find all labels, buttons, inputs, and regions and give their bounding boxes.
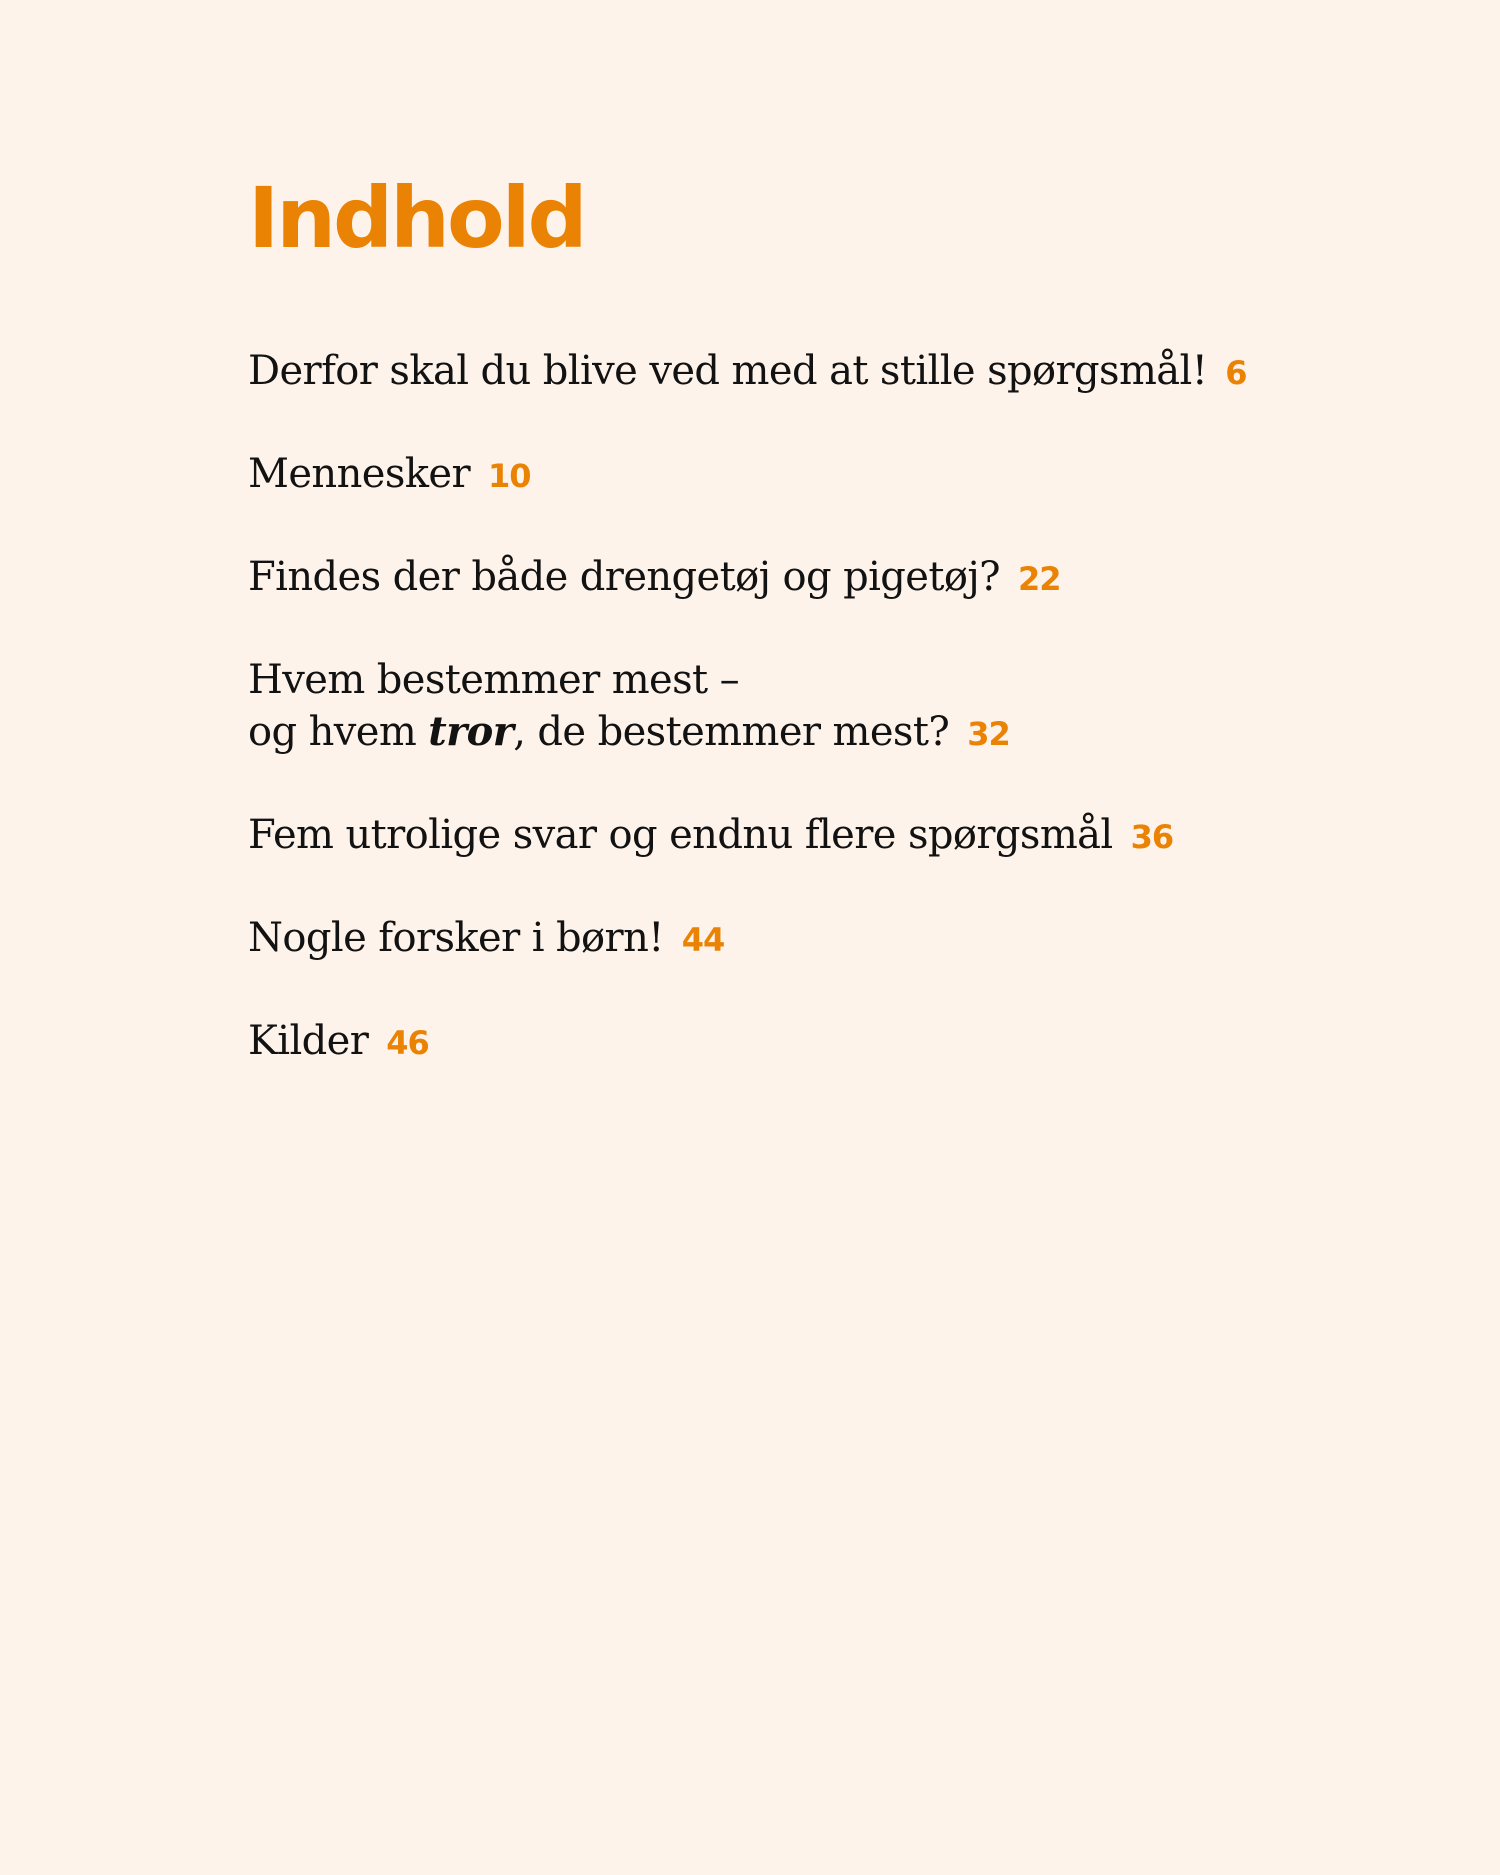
toc-page-number: 32 [967, 715, 1010, 753]
toc-entry-title: Mennesker [248, 451, 470, 497]
toc-entry[interactable] [248, 912, 1448, 966]
toc-entry-title-line-2 [248, 706, 1448, 760]
toc-entry[interactable] [248, 654, 1448, 760]
toc-entry[interactable] [248, 448, 1448, 502]
toc-entry-title: Derfor skal du blive ved med at stille spørgsmål! [248, 348, 1208, 394]
toc-entry-title: Findes der både drengetøj og pigetøj? [248, 554, 1000, 600]
toc-entry[interactable] [248, 345, 1448, 399]
toc-entry-title: Fem utrolige svar og endnu flere spørgsmål [248, 812, 1113, 858]
toc-page-number: 36 [1130, 818, 1174, 856]
toc-entry-title-line-1: Hvem bestemmer mest – [248, 657, 740, 703]
toc-entry[interactable] [248, 809, 1448, 863]
toc-page-number: 46 [386, 1024, 429, 1062]
toc-entry[interactable] [248, 551, 1448, 605]
toc-page-number: 10 [487, 457, 531, 495]
toc-list [248, 345, 1448, 1118]
toc-entry-title: Kilder [248, 1018, 369, 1064]
toc-entry-text: og hvem [248, 709, 429, 755]
toc-page-number: 44 [681, 921, 725, 959]
toc-page-number: 22 [1017, 560, 1061, 598]
toc-entry-text: , de bestemmer mest? [513, 709, 950, 755]
toc-entry-title: Nogle forsker i børn! [248, 915, 664, 961]
toc-page-number: 6 [1225, 354, 1247, 392]
toc-entry-emphasis: tror [428, 708, 514, 755]
toc-entry[interactable] [248, 1015, 1448, 1069]
page-title: Indhold [248, 169, 585, 267]
